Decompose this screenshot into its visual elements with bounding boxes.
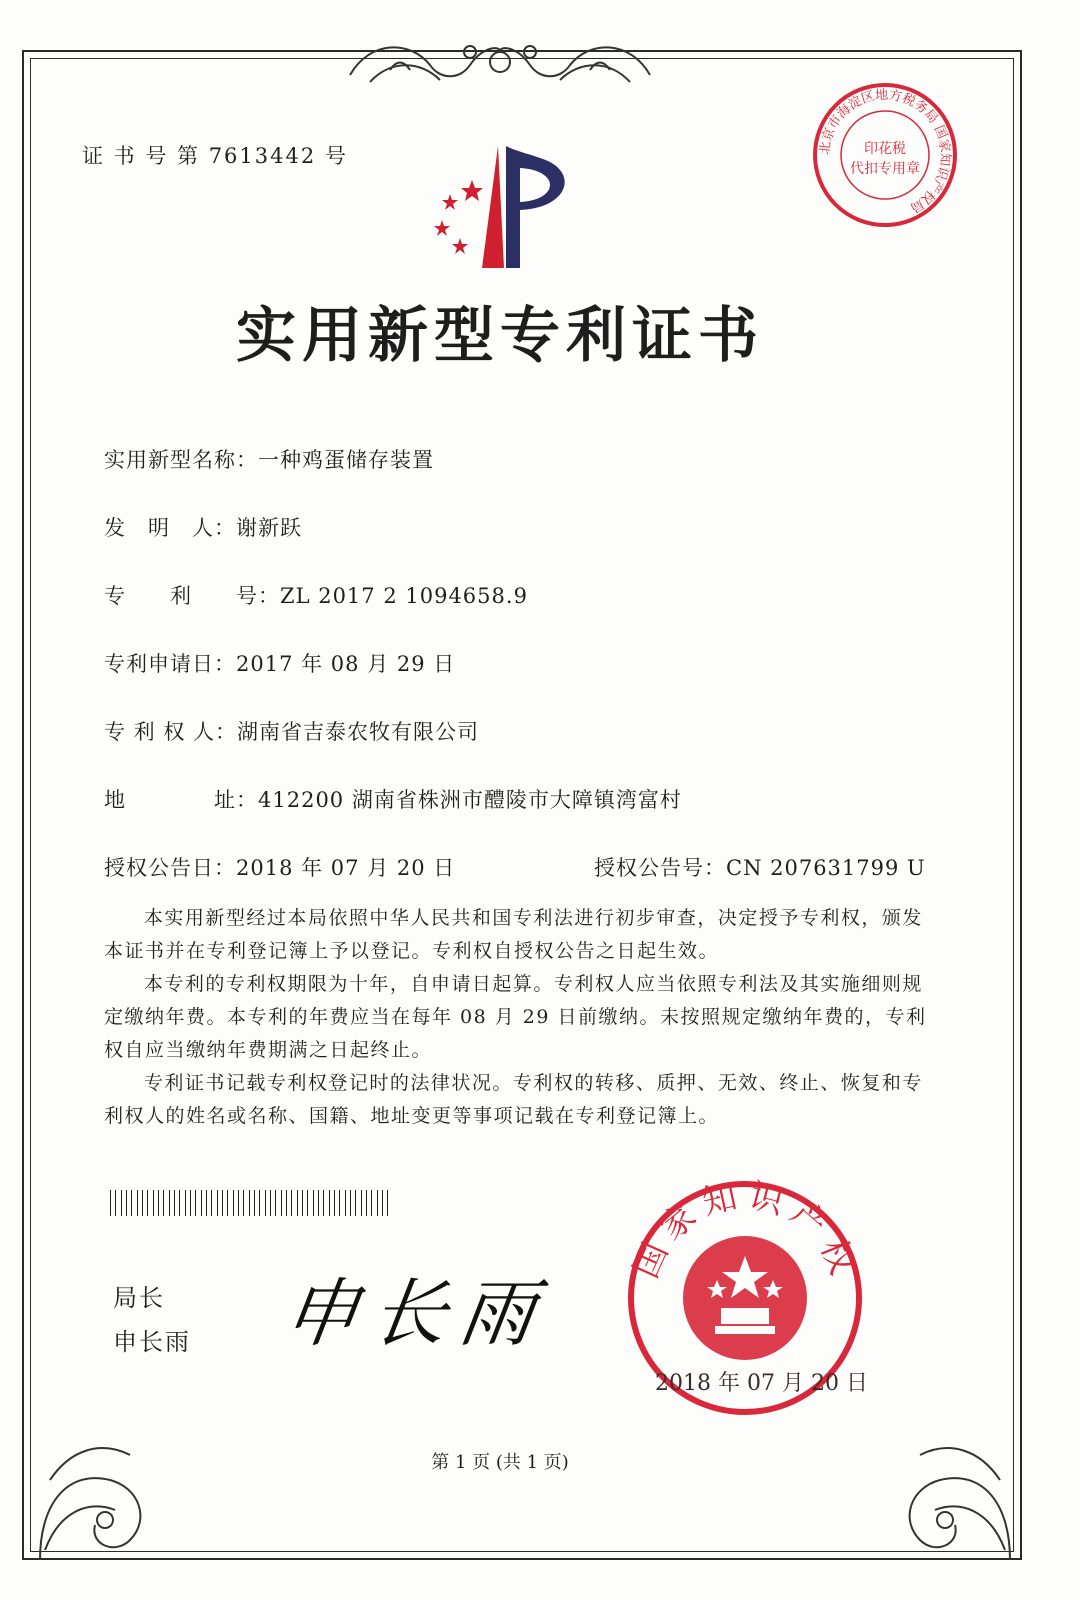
field-label: 授权公告日： bbox=[104, 856, 236, 880]
seal-text: 国家知识产权 bbox=[626, 1178, 865, 1288]
tax-stamp bbox=[810, 80, 960, 230]
field-address bbox=[104, 784, 682, 814]
field-value: CN 207631799 U bbox=[726, 856, 926, 880]
field-label: 专 利 号： bbox=[104, 584, 280, 608]
field-utility-name bbox=[104, 444, 434, 474]
bottom-left-ornament bbox=[30, 1380, 190, 1570]
field-patentee bbox=[104, 716, 479, 746]
field-value: ZL 2017 2 1094658.9 bbox=[280, 584, 528, 608]
paragraph: 本专利的专利权期限为十年，自申请日起算。专利权人应当依照专利法及其实施细则规定缴纳年费。本专利的年费应当在每年 08 月 29 日前缴纳。未按照规定缴纳年费的，专利权自应当缴纳年费期满之日起终止。 bbox=[104, 973, 927, 1061]
bottom-right-ornament bbox=[860, 1380, 1020, 1570]
handwritten-signature: 申长雨 bbox=[278, 1271, 555, 1357]
tax-stamp-line2: 代扣专用章 bbox=[850, 161, 920, 177]
document-title: 实用新型专利证书 bbox=[236, 301, 764, 371]
patent-office-logo bbox=[420, 140, 600, 280]
field-label: 实用新型名称： bbox=[104, 448, 258, 472]
top-ornament bbox=[330, 30, 670, 100]
field-patent-number bbox=[104, 580, 528, 610]
field-filing-date bbox=[104, 648, 455, 678]
field-value: 湖南省吉泰农牧有限公司 bbox=[237, 720, 480, 744]
field-value: 一种鸡蛋储存装置 bbox=[258, 448, 434, 472]
official-seal bbox=[625, 1178, 868, 1418]
tax-stamp-ring-text: 北京市海淀区地方税务局 国家知识产权局 bbox=[817, 87, 953, 216]
field-value: 412200 湖南省株洲市醴陵市大障镇湾富村 bbox=[258, 788, 682, 812]
page-footer: 第 1 页 (共 1 页) bbox=[431, 1452, 569, 1473]
tax-stamp-line1: 印花税 bbox=[864, 141, 906, 157]
statement-paragraphs bbox=[104, 902, 934, 1133]
field-grant-number bbox=[594, 852, 926, 882]
field-label: 地 址： bbox=[104, 788, 258, 812]
seal-date: 2018 年 07 月 20 日 bbox=[655, 1371, 868, 1396]
paragraph: 本实用新型经过本局依照中华人民共和国专利法进行初步审查，决定授予专利权，颁发本证书并在专利登记簿上予以登记。专利权自授权公告之日起生效。 bbox=[104, 907, 923, 962]
field-label: 发 明 人： bbox=[104, 516, 236, 540]
field-inventor bbox=[104, 512, 302, 542]
barcode bbox=[110, 1190, 390, 1216]
signature-name: 申长雨 bbox=[113, 1328, 191, 1356]
field-value: 谢新跃 bbox=[236, 516, 302, 540]
field-label: 专 利 权 人： bbox=[104, 720, 238, 744]
signature-title: 局长 bbox=[113, 1284, 165, 1312]
field-label: 授权公告号： bbox=[594, 856, 726, 880]
paragraph: 专利证书记载专利权登记时的法律状况。专利权的转移、质押、无效、终止、恢复和专利权人的姓名或名称、国籍、地址变更等事项记载在专利登记簿上。 bbox=[104, 1072, 923, 1127]
certificate-number: 证 书 号 第 7613442 号 bbox=[82, 144, 348, 168]
field-grant-date bbox=[104, 852, 455, 882]
field-value: 2018 年 07 月 20 日 bbox=[236, 856, 456, 880]
field-label: 专利申请日： bbox=[104, 652, 236, 676]
field-value: 2017 年 08 月 29 日 bbox=[236, 652, 456, 676]
